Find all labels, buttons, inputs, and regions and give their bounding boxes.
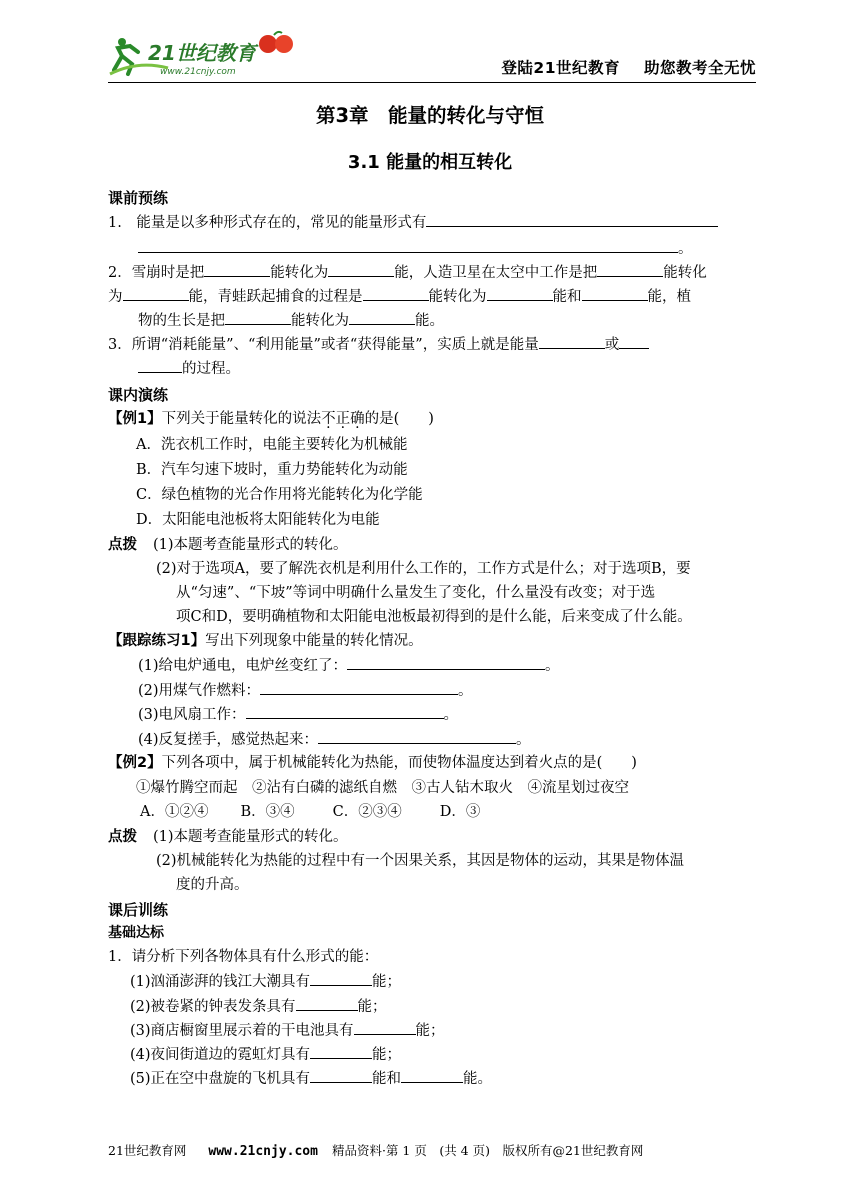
tip-1-line4: 项C和D，要明确植物和太阳能电池板最初得到的是什么能，后来变成了什么能。	[176, 609, 692, 625]
header-slogan-2: 助您教考全无忧	[643, 59, 756, 77]
example-2-items: ①爆竹腾空而起 ②沾有白磷的滤纸自燃 ③古人钻木取火 ④流星划过夜空	[136, 780, 629, 796]
pre-q2-line2: 为 能，青蛙跃起捕食的过程是 能转化为 能和 能，植	[108, 286, 691, 308]
pre-q2-line1: 2．雪崩时是把 能转化为 能，人造卫星在太空中工作是把 能转化	[108, 262, 707, 284]
section-title: 3.1 能量的相互转化	[347, 152, 513, 173]
footer-site: 21世纪教育网	[108, 1143, 187, 1158]
example-2-options: A．①②④ B．③④ C．②③④ D．③	[140, 804, 481, 820]
header-slogan	[501, 56, 756, 78]
svg-text:www.21cnjy.com: www.21cnjy.com	[160, 67, 236, 77]
tip-2-line3: 度的升高。	[176, 877, 249, 893]
tip-1-line1: 点拨 (1)本题考查能量形式的转化。	[108, 537, 348, 553]
track-1-item-2: (2)用煤气作燃料： 。	[138, 680, 473, 702]
track-1-item-1: (1)给电炉通电，电炉丝变红了： 。	[138, 655, 560, 677]
after-q1-item-3: (3)商店橱窗里展示着的干电池具有 能；	[130, 1020, 445, 1042]
example-1-option-b: B．汽车匀速下坡时，重力势能转化为动能	[136, 462, 408, 478]
after-q1: 1．请分析下列各物体具有什么形式的能：	[108, 949, 379, 965]
pre-q1: 1. 能量是以多种形式存在的，常见的能量形式有	[108, 212, 718, 234]
svg-text:21世纪教育: 21世纪教育	[148, 41, 256, 65]
footer-web-link[interactable]: www.21cnjy.com	[208, 1144, 318, 1159]
tip-2-line2: (2)机械能转化为热能的过程中有一个因果关系，其因是物体的运动，其果是物体温	[156, 853, 685, 869]
track-1: 【跟踪练习1】写出下列现象中能量的转化情况。	[108, 633, 423, 649]
after-q1-item-1: (1)汹涌澎湃的钱江大潮具有 能；	[130, 971, 401, 993]
inclass-heading: 课内演练	[108, 386, 169, 404]
pre-q2-line3: 物的生长是把 能转化为 能。	[138, 310, 444, 332]
after-heading: 课后训练	[108, 901, 169, 919]
page-header	[108, 30, 756, 83]
page-footer	[108, 1141, 756, 1159]
track-1-item-3: (3)电风扇工作： 。	[138, 704, 458, 726]
after-q1-item-2: (2)被卷紧的钟表发条具有 能；	[130, 996, 387, 1018]
21cnjy-logo	[108, 30, 308, 80]
example-1: 【例1】下列关于能量转化的说法不正确的是( )	[108, 411, 434, 427]
track-1-item-4: (4)反复搓手，感觉热起来： 。	[138, 729, 531, 751]
pre-heading: 课前预练	[108, 189, 169, 207]
footer-info: 精品资料·第 1 页 (共 4 页) 版权所有@21世纪教育网	[331, 1143, 644, 1158]
after-subheading: 基础达标	[108, 925, 164, 941]
example-1-option-d: D．太阳能电池板将太阳能转化为电能	[136, 512, 380, 528]
tip-1-line2: (2)对于选项A，要了解洗衣机是利用什么工作的，工作方式是什么；对于选项B，要	[156, 561, 691, 577]
after-q1-item-5: (5)正在空中盘旋的飞机具有 能和 能。	[130, 1068, 492, 1090]
example-2: 【例2】下列各项中，属于机械能转化为热能，而使物体温度达到着火点的是( )	[108, 755, 637, 771]
chapter-title: 第3章 能量的转化与守恒	[315, 104, 545, 127]
tip-1-line3: 从“匀速”、“下坡”等词中明确什么量发生了变化，什么量没有改变；对于选	[176, 585, 656, 601]
pre-q3-line1: 3．所谓“消耗能量”、“利用能量”或者“获得能量”，实质上就是能量 或	[108, 334, 649, 356]
header-slogan-1: 登陆21世纪教育	[501, 59, 620, 77]
tip-2-line1: 点拨 (1)本题考查能量形式的转化。	[108, 829, 348, 845]
example-1-option-a: A．洗衣机工作时，电能主要转化为机械能	[136, 437, 408, 453]
example-1-option-c: C．绿色植物的光合作用将光能转化为化学能	[136, 487, 423, 503]
after-q1-item-4: (4)夜间街道边的霓虹灯具有 能；	[130, 1044, 401, 1066]
pre-q3-line2: 的过程。	[138, 358, 240, 380]
pre-q1-cont: 。	[138, 238, 693, 260]
